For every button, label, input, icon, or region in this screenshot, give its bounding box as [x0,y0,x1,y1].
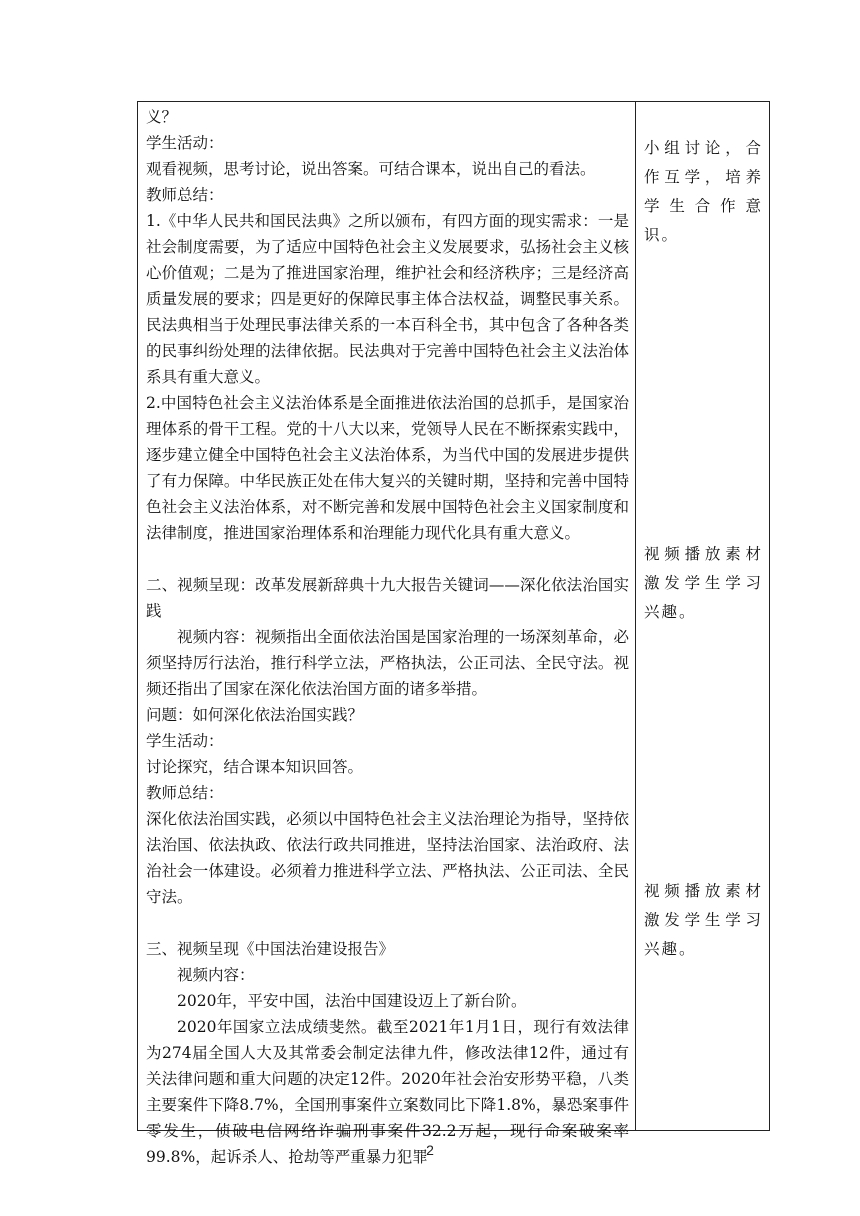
spacer [146,910,629,936]
continuation-text: 义？ [146,108,178,126]
student-activity-text: 观看视频，思考讨论，说出答案。可结合课本，说出自己的看法。 [146,160,596,178]
page-number: 2 [426,1142,434,1158]
design-note-video-2: 视频播放素材激发学生学习兴趣。 [644,882,763,958]
design-intent-content [636,102,769,1130]
section-2-video-content: 视频内容：视频指出全面依法治国是国家治理的一场深刻革命，必须坚持厉行法治，推行科学立法，严格执法，公正司法、全民守法。视频还指出了国家在深化依法治国方面的诸多举措。 [146,628,629,698]
summary-paragraph-1: 1.《中华人民共和国民法典》之所以颁布，有四方面的现实需求：一是社会制度需要，为了适应中国特色社会主义发展要求，弘扬社会主义核心价值观；二是为了推进国家治理，维护社会和经济秩序；三是经济高质量发展的要求；四是更好的保障民事主体合法权益，调整民事关系。民法典相当于处理民事法律关系的一本百科全书，其中包含了各种各类的民事纠纷处理的法律依据。民法典对于完善中国特色社会主义法治体系具有重大意义。 [146,212,629,386]
summary-paragraph-2: 2.中国特色社会主义法治体系是全面推进依法治国的总抓手，是国家治理体系的骨干工程。党的十八大以来，党领导人民在不断探索实践中，逐步建立健全中国特色社会主义法治体系，为当代中国的发展进步提供了有力保障。中华民族正处在伟大复兴的关键时期，坚持和完善中国特色社会主义法治体系，对不断完善和发展中国特色社会主义国家制度和法律制度，推进国家治理体系和治理能力现代化具有重大意义。 [146,394,629,542]
section-3-video-label: 视频内容： [177,966,255,984]
section-2-heading: 二、视频呈现：改革发展新辞典十九大报告关键词——深化依法治国实践 [146,576,629,620]
section-3-line-1: 2020年，平安中国，法治中国建设迈上了新台阶。 [177,992,527,1010]
student-activity-label: 学生活动： [146,134,224,152]
section-2-summary: 深化依法治国实践，必须以中国特色社会主义法治理论为指导，坚持依法治国、依法执政、依法行政共同推进，坚持法治国家、法治政府、法治社会一体建设。必须着力推进科学立法、严格执法、公正司法、全民守法。 [146,810,629,906]
section-2-student-label: 学生活动： [146,732,224,750]
section-3-line-2: 2020年国家立法成绩斐然。截至2021年1月1日，现行有效法律为274届全国人大及其常委会制定法律九件，修改法律12件，通过有关法律问题和重大问题的决定12件。2020年社会治安形势平稳，八类主要案件下降8.7%，全国刑事案件立案数同比下降1.8%，暴恐案事件零发生，侦破电信网络诈骗刑事案件32.2万起，现行命案破案率99.8%，起诉杀人、抢劫等严重暴力犯罪 [146,1018,629,1166]
teacher-summary-label: 教师总结： [146,186,224,204]
section-2-question: 问题：如何深化依法治国实践？ [146,706,364,724]
teaching-process-cell [138,102,636,1166]
section-2-teacher-label: 教师总结： [146,784,224,802]
design-note-group-discussion: 小组讨论，合作互学，培养学生合作意识。 [644,139,763,244]
lesson-plan-table [137,101,770,1166]
teaching-process-content [138,102,635,1166]
design-intent-cell [636,102,770,1131]
table-row [138,102,770,1131]
section-2-student-text: 讨论探究，结合课本知识回答。 [146,758,364,776]
section-3-heading: 三、视频呈现《中国法治建设报告》 [146,940,395,958]
design-note-video-1: 视频播放素材激发学生学习兴趣。 [644,545,763,621]
spacer [146,546,629,572]
